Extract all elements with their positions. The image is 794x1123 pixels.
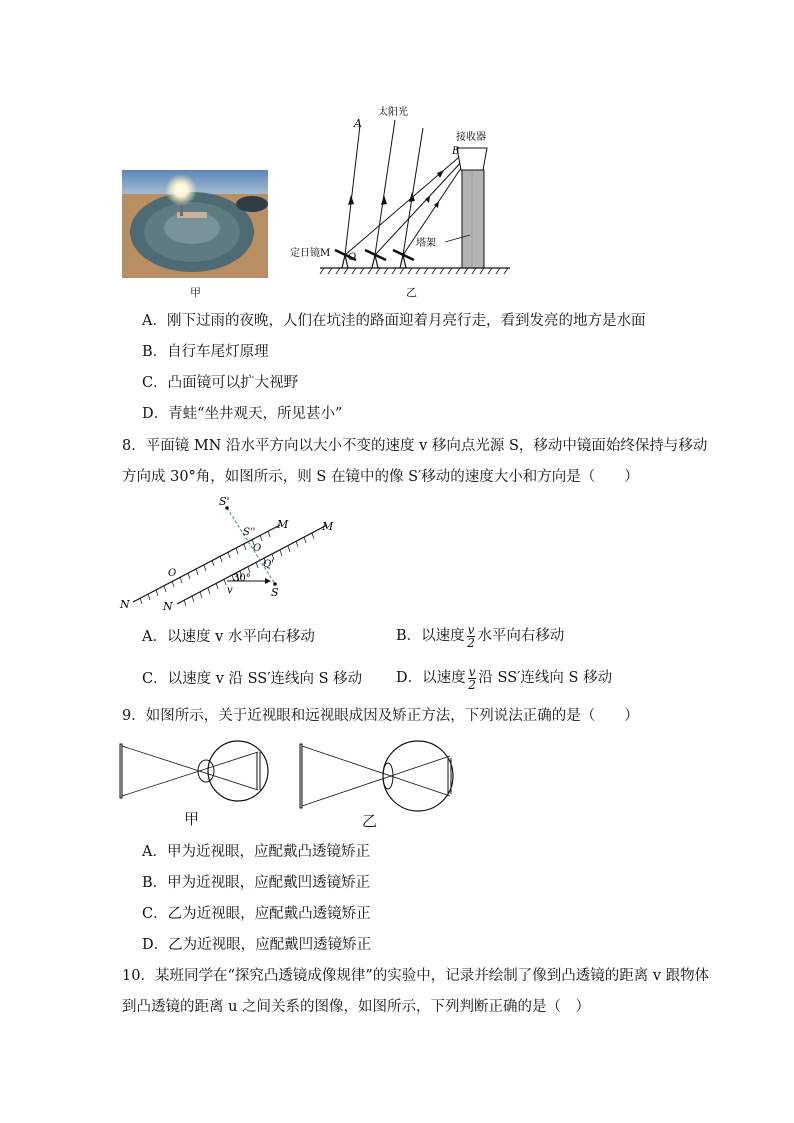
q8-option-a: A．以速度 v 水平向右移动 (142, 629, 315, 645)
label-s-dprime: S'' (243, 527, 256, 538)
q9-option-a: A．甲为近视眼，应配戴凸透镜矫正 (142, 844, 370, 860)
q9-option-b: B．甲为近视眼，应配戴凹透镜矫正 (142, 875, 371, 891)
label-sunlight: 太阳光 (378, 107, 408, 118)
q8-option-b-suffix: 水平向右移动 (477, 628, 565, 644)
q8-stem-line2: 方向成 30°角，如图所示，则 S 在镜中的像 S′移动的速度大小和方向是（ ） (122, 469, 639, 485)
q8-option-d-suffix: 沿 SS′连线向 S 移动 (478, 670, 613, 686)
figure-caption-right: 乙 (406, 286, 417, 299)
fraction-v-over-2: $\frac{v}{2}$ (467, 622, 475, 650)
q8-option-d (396, 664, 612, 692)
label-n-2: N (163, 600, 173, 612)
label-angle: 30° (233, 573, 251, 584)
label-a: A (354, 117, 362, 130)
solar-field-photo (122, 170, 268, 278)
q8-option-b (396, 622, 564, 650)
label-mirror-m: 定日镜M (290, 248, 331, 259)
q8-option-b-prefix: B．以速度 (396, 628, 465, 644)
q8-stem-line1: 8．平面镜 MN 沿水平方向以大小不变的速度 v 移向点光源 S，移动中镜面始终保持与移动 (122, 438, 708, 454)
label-receiver: 接收器 (456, 132, 486, 143)
q8-option-d-prefix: D．以速度 (396, 670, 466, 686)
label-n-1: N (120, 598, 130, 611)
label-o-1: O (168, 568, 177, 579)
q10-stem-line2: 到凸透镜的距离 u 之间关系的图像，如图所示，下列判断正确的是（ ） (122, 999, 591, 1015)
fraction-v-over-2: $\frac{v}{2}$ (468, 664, 476, 692)
q7-option-d: D．青蛙“坐井观天，所见甚小” (142, 406, 343, 422)
label-o-2: O (253, 543, 262, 554)
q8-option-c: C．以速度 v 沿 SS′连线向 S 移动 (142, 671, 363, 687)
eye-diagram-left (118, 738, 278, 808)
q7-option-c: C．凸面镜可以扩大视野 (142, 375, 299, 391)
q9-caption-right: 乙 (362, 812, 378, 830)
label-s-prime: S' (219, 495, 230, 508)
q9-option-c: C．乙为近视眼，应配戴凸透镜矫正 (142, 906, 371, 922)
mirror-motion-diagram (115, 492, 345, 612)
heliostat-diagram (280, 100, 520, 275)
q10-stem-line1: 10．某班同学在“探究凸透镜成像规律”的实验中，记录并绘制了像到凸透镜的距离 v 跟物体 (122, 968, 710, 984)
label-b: B (452, 146, 460, 157)
label-q-prime: Q' (263, 559, 274, 570)
label-tower: 塔架 (416, 238, 436, 249)
q9-stem: 9．如图所示，关于近视眼和远视眼成因及矫正方法，下列说法正确的是（ ） (122, 708, 639, 724)
label-o: O (348, 252, 357, 263)
q9-caption-left: 甲 (184, 810, 200, 828)
label-m-2: M (322, 520, 334, 533)
q7-option-a: A．刚下过雨的夜晚，人们在坑洼的路面迎着月亮行走，看到发亮的地方是水面 (142, 313, 646, 329)
label-s: S (271, 586, 279, 599)
eye-diagram-right (298, 738, 468, 818)
label-m-1: M (277, 518, 289, 531)
q7-option-b: B．自行车尾灯原理 (142, 344, 269, 360)
q9-option-d: D．乙为近视眼，应配戴凹透镜矫正 (142, 937, 372, 953)
figure-caption-left: 甲 (190, 286, 201, 299)
label-v: v (227, 585, 233, 596)
